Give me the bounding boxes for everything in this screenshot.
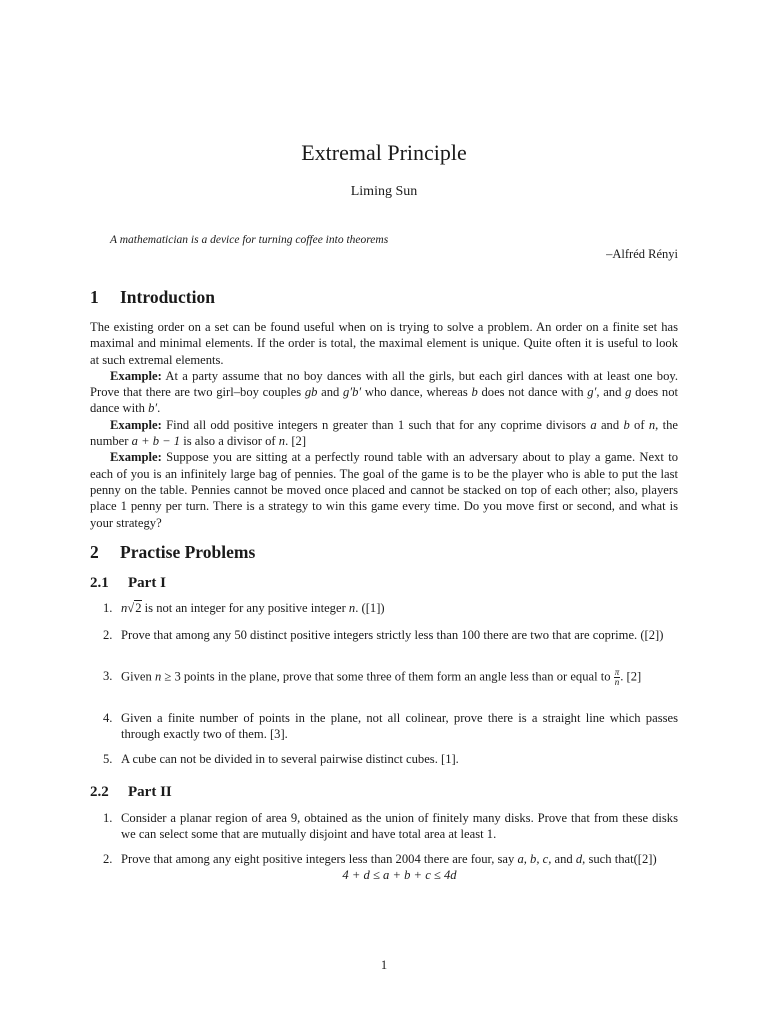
author-name: Liming Sun	[350, 184, 418, 199]
subsection-heading-part-1	[90, 575, 166, 592]
math-var: b′	[148, 401, 158, 416]
fraction-denominator: n	[614, 677, 620, 687]
section-heading-practise-problems	[90, 542, 255, 563]
problem-item	[90, 751, 678, 767]
math-var: n	[348, 601, 356, 615]
math-var: d	[575, 852, 583, 866]
subsection-title: Part II	[128, 784, 172, 800]
page-number: 1	[380, 958, 388, 972]
example-text: and	[317, 385, 344, 400]
item-number: 1.	[103, 811, 113, 825]
intro-paragraph: The existing order on a set can be found useful when on is trying to solve a problem. An order on a finite set has maximal and minimal elements. If the order is total, the maximal element is unique. Quite often it is useful to look at such extremal elements.	[90, 320, 678, 367]
example-text: does not dance with	[477, 385, 588, 400]
subsection-number: 2.1	[90, 575, 109, 591]
problem-text: . ([1])	[355, 601, 385, 615]
section-title: Practise Problems	[120, 542, 256, 562]
section-heading-introduction	[90, 287, 215, 308]
problem-item	[90, 851, 678, 884]
math-var: g′	[587, 385, 597, 400]
math-var: b	[471, 385, 478, 400]
problem-text: . [2]	[620, 669, 642, 684]
example-label: Example:	[110, 368, 162, 383]
example-label: Example:	[110, 450, 162, 465]
problem-text: and	[551, 852, 576, 866]
math-var: b	[623, 417, 630, 432]
problem-text: , such that([2])	[582, 852, 657, 866]
example-2	[90, 417, 678, 450]
example-label: Example:	[110, 417, 162, 432]
math-var: a, b, c,	[517, 852, 552, 866]
example-text: At a party assume that no boy dances with all the girls, but each girl dances with at least one boy. Prove that there are two girl–boy couples	[90, 368, 678, 400]
problem-text: ≥ 3 points in the plane, prove that some three of them form an angle less than or equal to	[161, 669, 614, 684]
example-text: , the number	[90, 417, 679, 449]
problem-text: Consider a planar region of area 9, obtained as the union of finitely many disks. Prove that from these disks we can select some that are mutually disjoint and have total area at least 1.	[121, 811, 678, 842]
example-1	[90, 368, 678, 417]
example-text: , and	[596, 385, 626, 400]
example-text: does not dance with	[90, 385, 678, 416]
item-number: 4.	[103, 711, 113, 725]
epigraph-attribution: –Alfréd Rényi	[606, 247, 678, 261]
example-text: is also a divisor of	[180, 434, 279, 449]
math-var: n	[648, 417, 656, 432]
example-text: and	[596, 417, 624, 432]
math-var: g	[625, 385, 632, 400]
section-title: Introduction	[120, 287, 215, 307]
problem-item	[90, 810, 678, 843]
example-text: of	[629, 417, 649, 432]
item-number: 5.	[103, 752, 113, 766]
math-var: a	[590, 417, 597, 432]
example-text: Suppose you are sitting at a perfectly round table with an adversary about to play a game. Next to each of you is an infinitely large bag of pennies. The goal of the game is to be the player who is able to put the last penny on the table. Pennies cannot be moved once placed and cannot be stacked on top of each other; also, players place 1 penny per turn. There is a strategy to win this game every time. Do you move first or second, and what is your strategy?	[90, 450, 678, 530]
introduction-body	[90, 319, 678, 531]
problem-text: Given a finite number of points in the plane, not all colinear, prove there is a straight line which passes through exactly two of them. [3].	[121, 711, 678, 742]
item-number: 3.	[103, 669, 113, 683]
paper-title: Extremal Principle	[301, 140, 467, 165]
problem-text: Given	[121, 669, 155, 684]
example-3	[90, 449, 678, 530]
problem-text: is not an integer for any positive integer	[141, 601, 349, 615]
example-text: Find all odd positive integers n greater than 1 such that for any coprime divisors	[161, 417, 591, 432]
problem-item: 1. n√2 is not an integer for any positive integer n. ([1])	[103, 601, 385, 615]
example-text: . [2]	[285, 434, 307, 449]
problem-text: A cube can not be divided in to several pairwise distinct cubes. [1].	[121, 752, 459, 766]
fraction-numerator: π	[614, 667, 620, 677]
item-number: 1.	[103, 601, 113, 615]
subsection-title: Part I	[128, 575, 166, 591]
problem-item	[90, 668, 678, 687]
math-expression: a + b − 1	[131, 434, 181, 449]
subsection-heading-part-2	[90, 784, 172, 801]
epigraph-quote: A mathematician is a device for turning coffee into theorems	[110, 234, 389, 246]
problem-text: Prove that among any 50 distinct positive integers strictly less than 100 there are two that are coprime. ([2])	[121, 628, 664, 642]
math-var: n	[278, 434, 286, 449]
math-sqrt: 2	[135, 601, 142, 615]
problem-item	[90, 710, 678, 743]
math-var: g′b′	[343, 385, 362, 400]
math-var: n	[154, 669, 162, 684]
section-number: 1	[90, 287, 99, 307]
problem-item	[90, 627, 678, 643]
item-number: 2.	[103, 628, 113, 642]
math-var: n	[121, 601, 128, 615]
item-number: 2.	[103, 852, 113, 866]
subsection-number: 2.2	[90, 784, 109, 800]
section-number: 2	[90, 542, 99, 562]
example-text: who dance, whereas	[361, 385, 472, 400]
math-var: gb	[304, 385, 318, 400]
example-text: .	[157, 401, 161, 416]
problem-text: Prove that among any eight positive integers less than 2004 there are four, say	[121, 852, 518, 866]
display-equation: 4 + d ≤ a + b + c ≤ 4d	[342, 868, 457, 883]
